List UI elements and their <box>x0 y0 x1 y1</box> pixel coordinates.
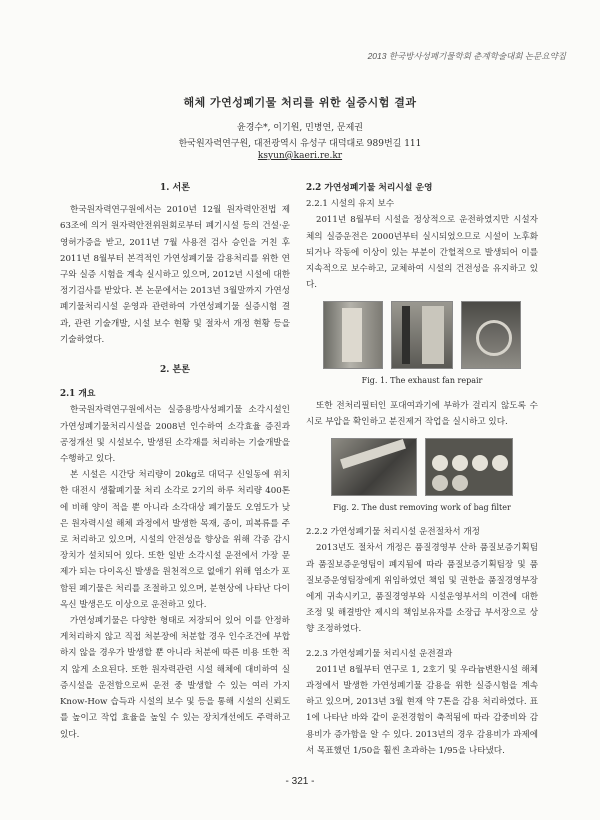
subsection-2-1-paragraph-3: 가연성폐기물은 다양한 형태로 저장되어 있어 이를 안정하게처리하지 않고 직접 처분장에 처분할 경우 인수조건에 부합하지 않을 경우가 발생할 뿐 아니라 처분에 따른 비용 또한 적지 않게 소요된다. 또한 원자력관련 시설 해체에 대비하여 실증시설을 운전함으로써 운전 중 발생할 수 있는 여러 가지 Know-How 습득과 시설의 보수 및 등을 통해 시설의 신뢰도를 높이고 작업 효율을 높일 수 있는 장치개선에도 주력하고 있다. <box>60 616 290 740</box>
paper-affiliation: 한국원자력연구원, 대전광역시 유성구 대덕대로 989번길 111 <box>178 139 422 149</box>
bag-filter-photo-1 <box>331 438 417 496</box>
section-1-title: 1. 서론 <box>160 183 190 193</box>
subsection-2-2-1-paragraph-1: 2011년 8월부터 시설을 정상적으로 운전하였지만 시설자체의 실증운전은 2000년부터 실시되었으므로 시설이 노후화되거나 작동에 이상이 있는 부분이 간헐적으로 발생되어 이를 지속적으로 보수하고, 교체하여 시설의 건전성을 유지하고 있다. <box>306 215 538 291</box>
figure-1-photos <box>306 301 538 369</box>
subsection-2-2-3-paragraph: 2011년 8월부터 연구로 1, 2호기 및 우라늄변환시설 해체과정에서 발생한 가연성폐기물 감용을 위한 실증시험을 계속하고 있으며, 2013년 3월 현재 약 7톤을 감용 처리하였다. 표 1에 나타난 바와 같이 운전경험이 축적됨에 따라 감중비와 감용비가 증가함을 알 수 있다. 2013년의 경우 감용비가 과제에서 목표했던 1/50을 훨씬 초과하는 1/95을 나타냈다. <box>306 664 538 756</box>
figure-2-caption: Fig. 2. The dust removing work of bag filter <box>333 503 511 513</box>
right-column <box>306 180 538 759</box>
bag-filter-photo-2 <box>425 438 513 496</box>
subsection-2-1-title: 2.1 개요 <box>60 389 96 400</box>
subsection-2-2-2-title: 2.2.2 가연성폐기물 처리시설 운전절차서 개정 <box>306 527 480 538</box>
author-email[interactable]: ksyun@kaeri.re.kr <box>257 151 343 161</box>
fan-repair-photo-2 <box>391 301 453 369</box>
paper-title: 해체 가연성폐기물 처리를 위한 실증시험 결과 <box>183 96 417 109</box>
conference-header: 2013 한국방사성폐기물학회 춘계학술대회 논문요약집 <box>367 51 566 61</box>
subsection-2-1-paragraph-1: 한국원자력연구원에서는 실증용방사성폐기물 소각시설인 가연성폐기물처리시설을 2008년 인수하여 소각효율 증진과 공정개선 및 시설보수, 발생된 소각재를 처리하는 기술개발을 수행하고 있다. <box>60 405 290 465</box>
fan-repair-photo-3 <box>461 301 521 369</box>
fan-repair-photo-1 <box>323 301 383 369</box>
subsection-2-2-title: 2.2 가연성폐기물 처리시설 운영 <box>306 183 433 193</box>
subsection-2-2-3-title: 2.2.3 가연성폐기물 처리시설 운전결과 <box>306 648 453 659</box>
left-column <box>60 180 290 743</box>
subsection-2-2-2-paragraph: 2013년도 절차서 개정은 품질경영부 산하 품질보증기획팀과 품질보증운영팀이 폐지됨에 따라 품질보증기획팀장 및 품질보증운영팀장에게 위임하였던 책임 및 권한을 품질경영부장에게 귀속시키고, 품질경영부와 시설운영부서의 이견에 대한 조정 및 해결방안 제시의 책임보유자를 소장급 부서장으로 상향 조정하였다. <box>306 543 538 635</box>
page-number: - 321 - <box>285 776 315 787</box>
section-1-paragraph: 한국원자력연구원에서는 2010년 12월 원자력안전법 제63조에 의거 원자력안전위원회로부터 폐기시설 등의 건설·운영허가증을 받고, 2011년 7월 사용전 검사 승인을 거친 후 2011년 8월부터 본격적인 가연성폐기물 감용처리를 위한 연구와 실증 시험을 계속 실시하고 있으며, 2012년 시설에 대한 정기검사를 받았다. 본 논문에서는 2013년 3월말까지 가연성폐기물처리시설 운영과 관련하여 가연성폐기물 실증시험 결과, 관련 기술개발, 시설 보수 현황 및 절차서 개정 현황 등을 기술하였다. <box>60 205 290 345</box>
subsection-2-2-1-paragraph-2: 또한 전처리필터인 포대여과기에 부하가 걸리지 않도록 수시로 부압을 확인하고 분진제거 작업을 실시하고 있다. <box>306 400 538 427</box>
figure-1-caption: Fig. 1. The exhaust fan repair <box>361 376 483 386</box>
subsection-2-1-paragraph-2: 본 시설은 시간당 처리량이 20kg로 대덕구 신일동에 위치한 대전시 생활폐기물 처리 소각로 2기의 하루 처리량 400톤에 비해 양이 적을 뿐 아니라 소각대상 폐기물도 오염도가 낮은 원자력시설 해체 과정에서 발생한 목재, 종이, 피복류를 주로 처리하고 있으며, 시설의 안전성을 향상을 위해 각종 감시장치가 설치되어 있다. 또한 일반 소각시설 운전에서 가장 문제가 되는 다이옥신 발생을 원천적으로 없애기 위해 염소가 포함된 폐기물은 처리를 조절하고 있으며, 분현상에 나타난 다이옥신 발생은도 이상으로 운전하고 있다. <box>60 470 290 610</box>
figure-2-photos <box>306 438 538 496</box>
subsection-2-2-1-title: 2.2.1 시설의 유지 보수 <box>306 199 395 210</box>
section-2-title: 2. 본론 <box>160 365 190 376</box>
paper-authors: 윤경수*, 이기원, 민병연, 문제권 <box>237 123 363 133</box>
